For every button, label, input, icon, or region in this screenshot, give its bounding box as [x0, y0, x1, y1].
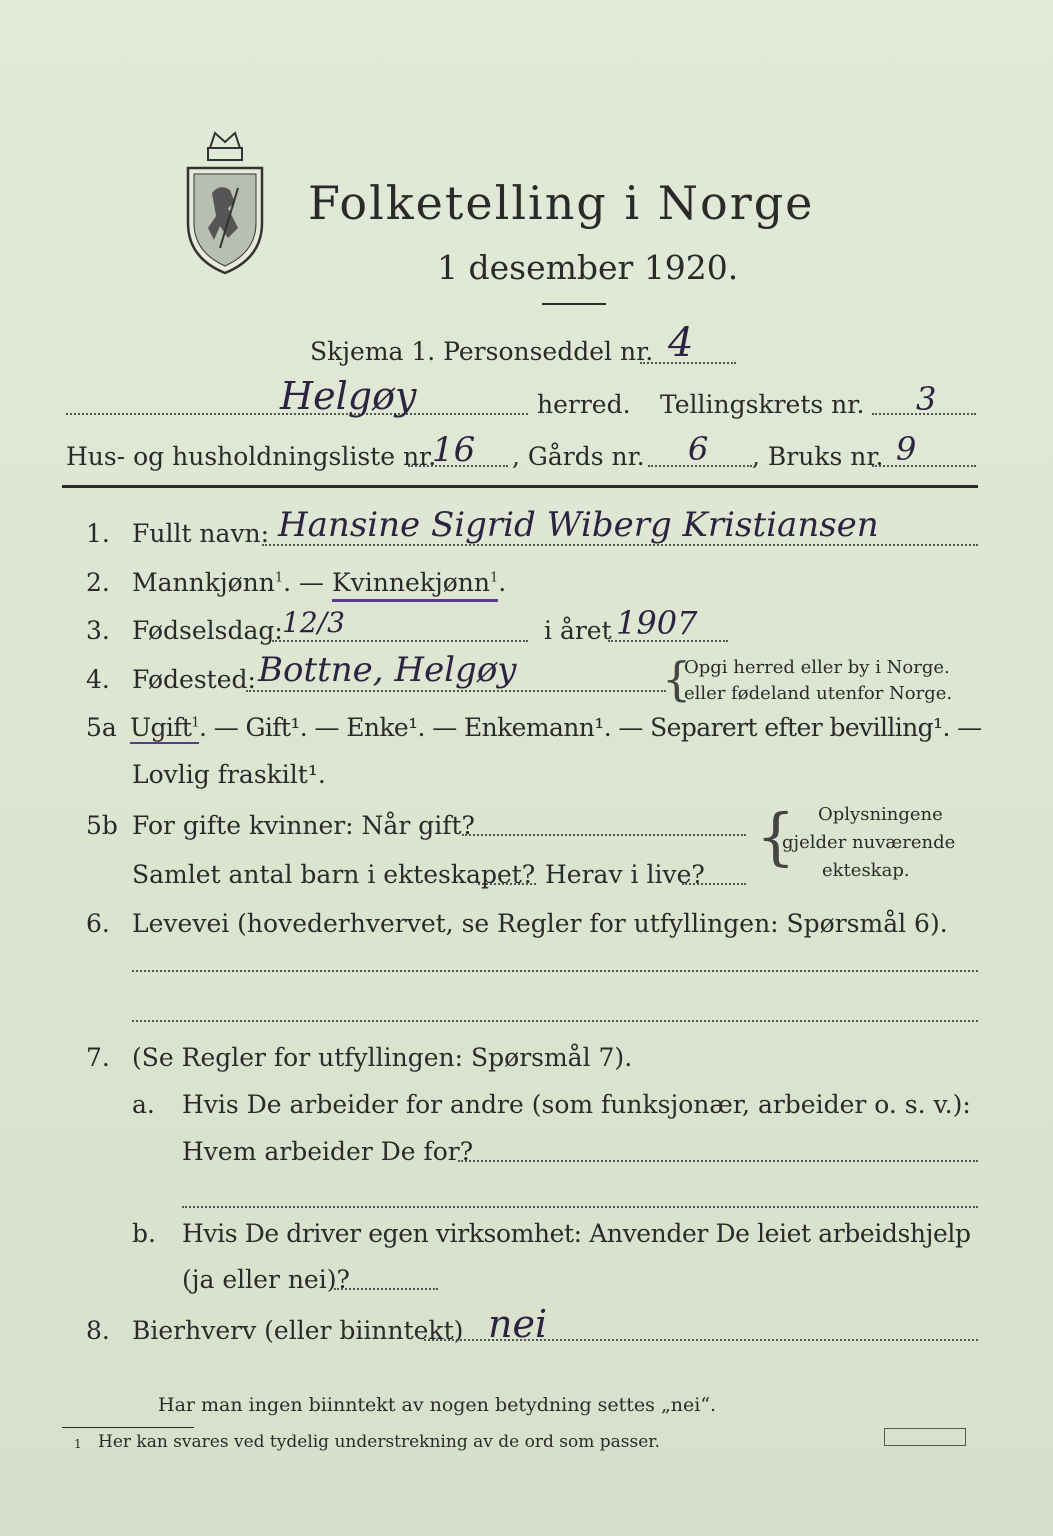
- header-divider: [62, 485, 978, 488]
- q1-number: 1.: [86, 519, 110, 548]
- children-living-field[interactable]: [682, 883, 746, 885]
- q6-label: Levevei (hovederhvervet, se Regler for utfyllingen: Spørsmål 6).: [132, 909, 948, 938]
- herred-value: Helgøy: [280, 374, 417, 418]
- q1-label: Fullt navn:: [132, 519, 270, 548]
- q5b-note-3: ekteskap.: [822, 860, 910, 881]
- q8-number: 8.: [86, 1316, 110, 1345]
- children-count-field[interactable]: [478, 883, 536, 885]
- q5b-number: 5b: [86, 811, 118, 840]
- q7a-number: a.: [132, 1090, 155, 1119]
- footer-note: Har man ingen biinntekt av nogen betydning settes „nei“.: [158, 1394, 717, 1416]
- herred-label: herred.: [537, 390, 631, 419]
- q7b-label: Hvis De driver egen virksomhet: Anvender De leiet arbeidshjelp: [182, 1219, 971, 1248]
- title-divider: [542, 303, 606, 305]
- occupation-field-2[interactable]: [132, 1020, 978, 1022]
- q5a-line-2: Lovlig fraskilt¹.: [132, 760, 326, 789]
- q5a-number: 5a: [86, 713, 117, 742]
- gards-value: 6: [688, 430, 709, 468]
- husliste-label: Hus- og husholdningsliste nr.: [66, 442, 437, 471]
- full-name-value: Hansine Sigrid Wiberg Kristiansen: [278, 505, 879, 545]
- birthyear-value: 1907: [616, 604, 698, 642]
- q7b-number: b.: [132, 1219, 156, 1248]
- coat-of-arms-icon: [180, 128, 270, 278]
- q3-label: Fødselsdag:: [132, 616, 283, 645]
- birthdate-value: 12/3: [282, 606, 345, 639]
- form-title: Folketelling i Norge: [308, 176, 815, 230]
- q4-number: 4.: [86, 665, 110, 694]
- female-option[interactable]: Kvinnekjønn$^1$: [332, 568, 498, 602]
- q7a-label-2: Hvem arbeider De for?: [182, 1137, 474, 1166]
- birthplace-value: Bottne, Helgøy: [258, 650, 517, 690]
- q2-number: 2.: [86, 568, 110, 597]
- footnote-number: 1: [74, 1437, 82, 1451]
- q5b-note-1: Oplysningene: [818, 804, 943, 825]
- q5b-label-2: Samlet antal barn i ekteskapet?: [132, 860, 536, 889]
- husliste-value: 16: [432, 430, 476, 470]
- bruks-field[interactable]: [872, 465, 976, 467]
- employer-field-1[interactable]: [458, 1160, 978, 1162]
- bruks-label: , Bruks nr.: [752, 442, 884, 471]
- tellingskrets-label: Tellingskrets nr.: [660, 390, 865, 419]
- q5b-note-2: gjelder nuværende: [782, 832, 956, 853]
- occupation-field-1[interactable]: [132, 970, 978, 972]
- footnote-text: Her kan svares ved tydelig understrekning av de ord som passer.: [98, 1432, 660, 1452]
- q6-number: 6.: [86, 909, 110, 938]
- schema-label: Skjema 1. Personseddel nr.: [310, 337, 654, 366]
- q7-label: (Se Regler for utfyllingen: Spørsmål 7).: [132, 1043, 633, 1072]
- year-label: i året: [544, 616, 612, 645]
- q2-line: Mannkjønn$^1$. — Kvinnekjønn$^1$.: [132, 568, 506, 597]
- q7-number: 7.: [86, 1043, 110, 1072]
- footnote-divider: [62, 1427, 194, 1428]
- bruks-value: 9: [896, 430, 917, 468]
- tellingskrets-value: 3: [916, 380, 937, 418]
- q4-brace: {: [662, 652, 692, 706]
- q5b-label-3: Herav i live?: [545, 860, 705, 889]
- personseddel-value: 4: [668, 320, 694, 366]
- side-income-value: nei: [488, 1302, 548, 1346]
- q5b-label-1: For gifte kvinner: Når gift?: [132, 811, 475, 840]
- form-date: 1 desember 1920.: [437, 248, 739, 287]
- q4-note-2: eller fødeland utenfor Norge.: [684, 683, 953, 704]
- married-date-field[interactable]: [462, 834, 746, 836]
- printer-stamp: [884, 1428, 966, 1446]
- male-option[interactable]: Mannkjønn$^1$: [132, 568, 284, 597]
- birthplace-field[interactable]: [246, 690, 666, 692]
- q3-number: 3.: [86, 616, 110, 645]
- q5b-brace: {: [756, 800, 796, 873]
- q7b-label-2: (ja eller nei)?: [182, 1265, 350, 1294]
- unmarried-option[interactable]: Ugift$^1$: [130, 713, 200, 742]
- employer-field-2[interactable]: [182, 1206, 978, 1208]
- birthdate-field[interactable]: [272, 640, 528, 642]
- q8-label: Bierhverv (eller biinntekt): [132, 1316, 464, 1345]
- q4-note-1: Opgi herred eller by i Norge.: [684, 657, 950, 678]
- q5a-line: Ugift$^1$. — Gift¹. — Enke¹. — Enkemann¹. — Separert efter bevilling¹. —: [130, 713, 982, 742]
- q7a-label: Hvis De arbeider for andre (som funksjonær, arbeider o. s. v.):: [182, 1090, 971, 1119]
- q4-label: Fødested:: [132, 665, 256, 694]
- hired-help-field[interactable]: [334, 1288, 438, 1290]
- gards-label: , Gårds nr.: [512, 442, 645, 471]
